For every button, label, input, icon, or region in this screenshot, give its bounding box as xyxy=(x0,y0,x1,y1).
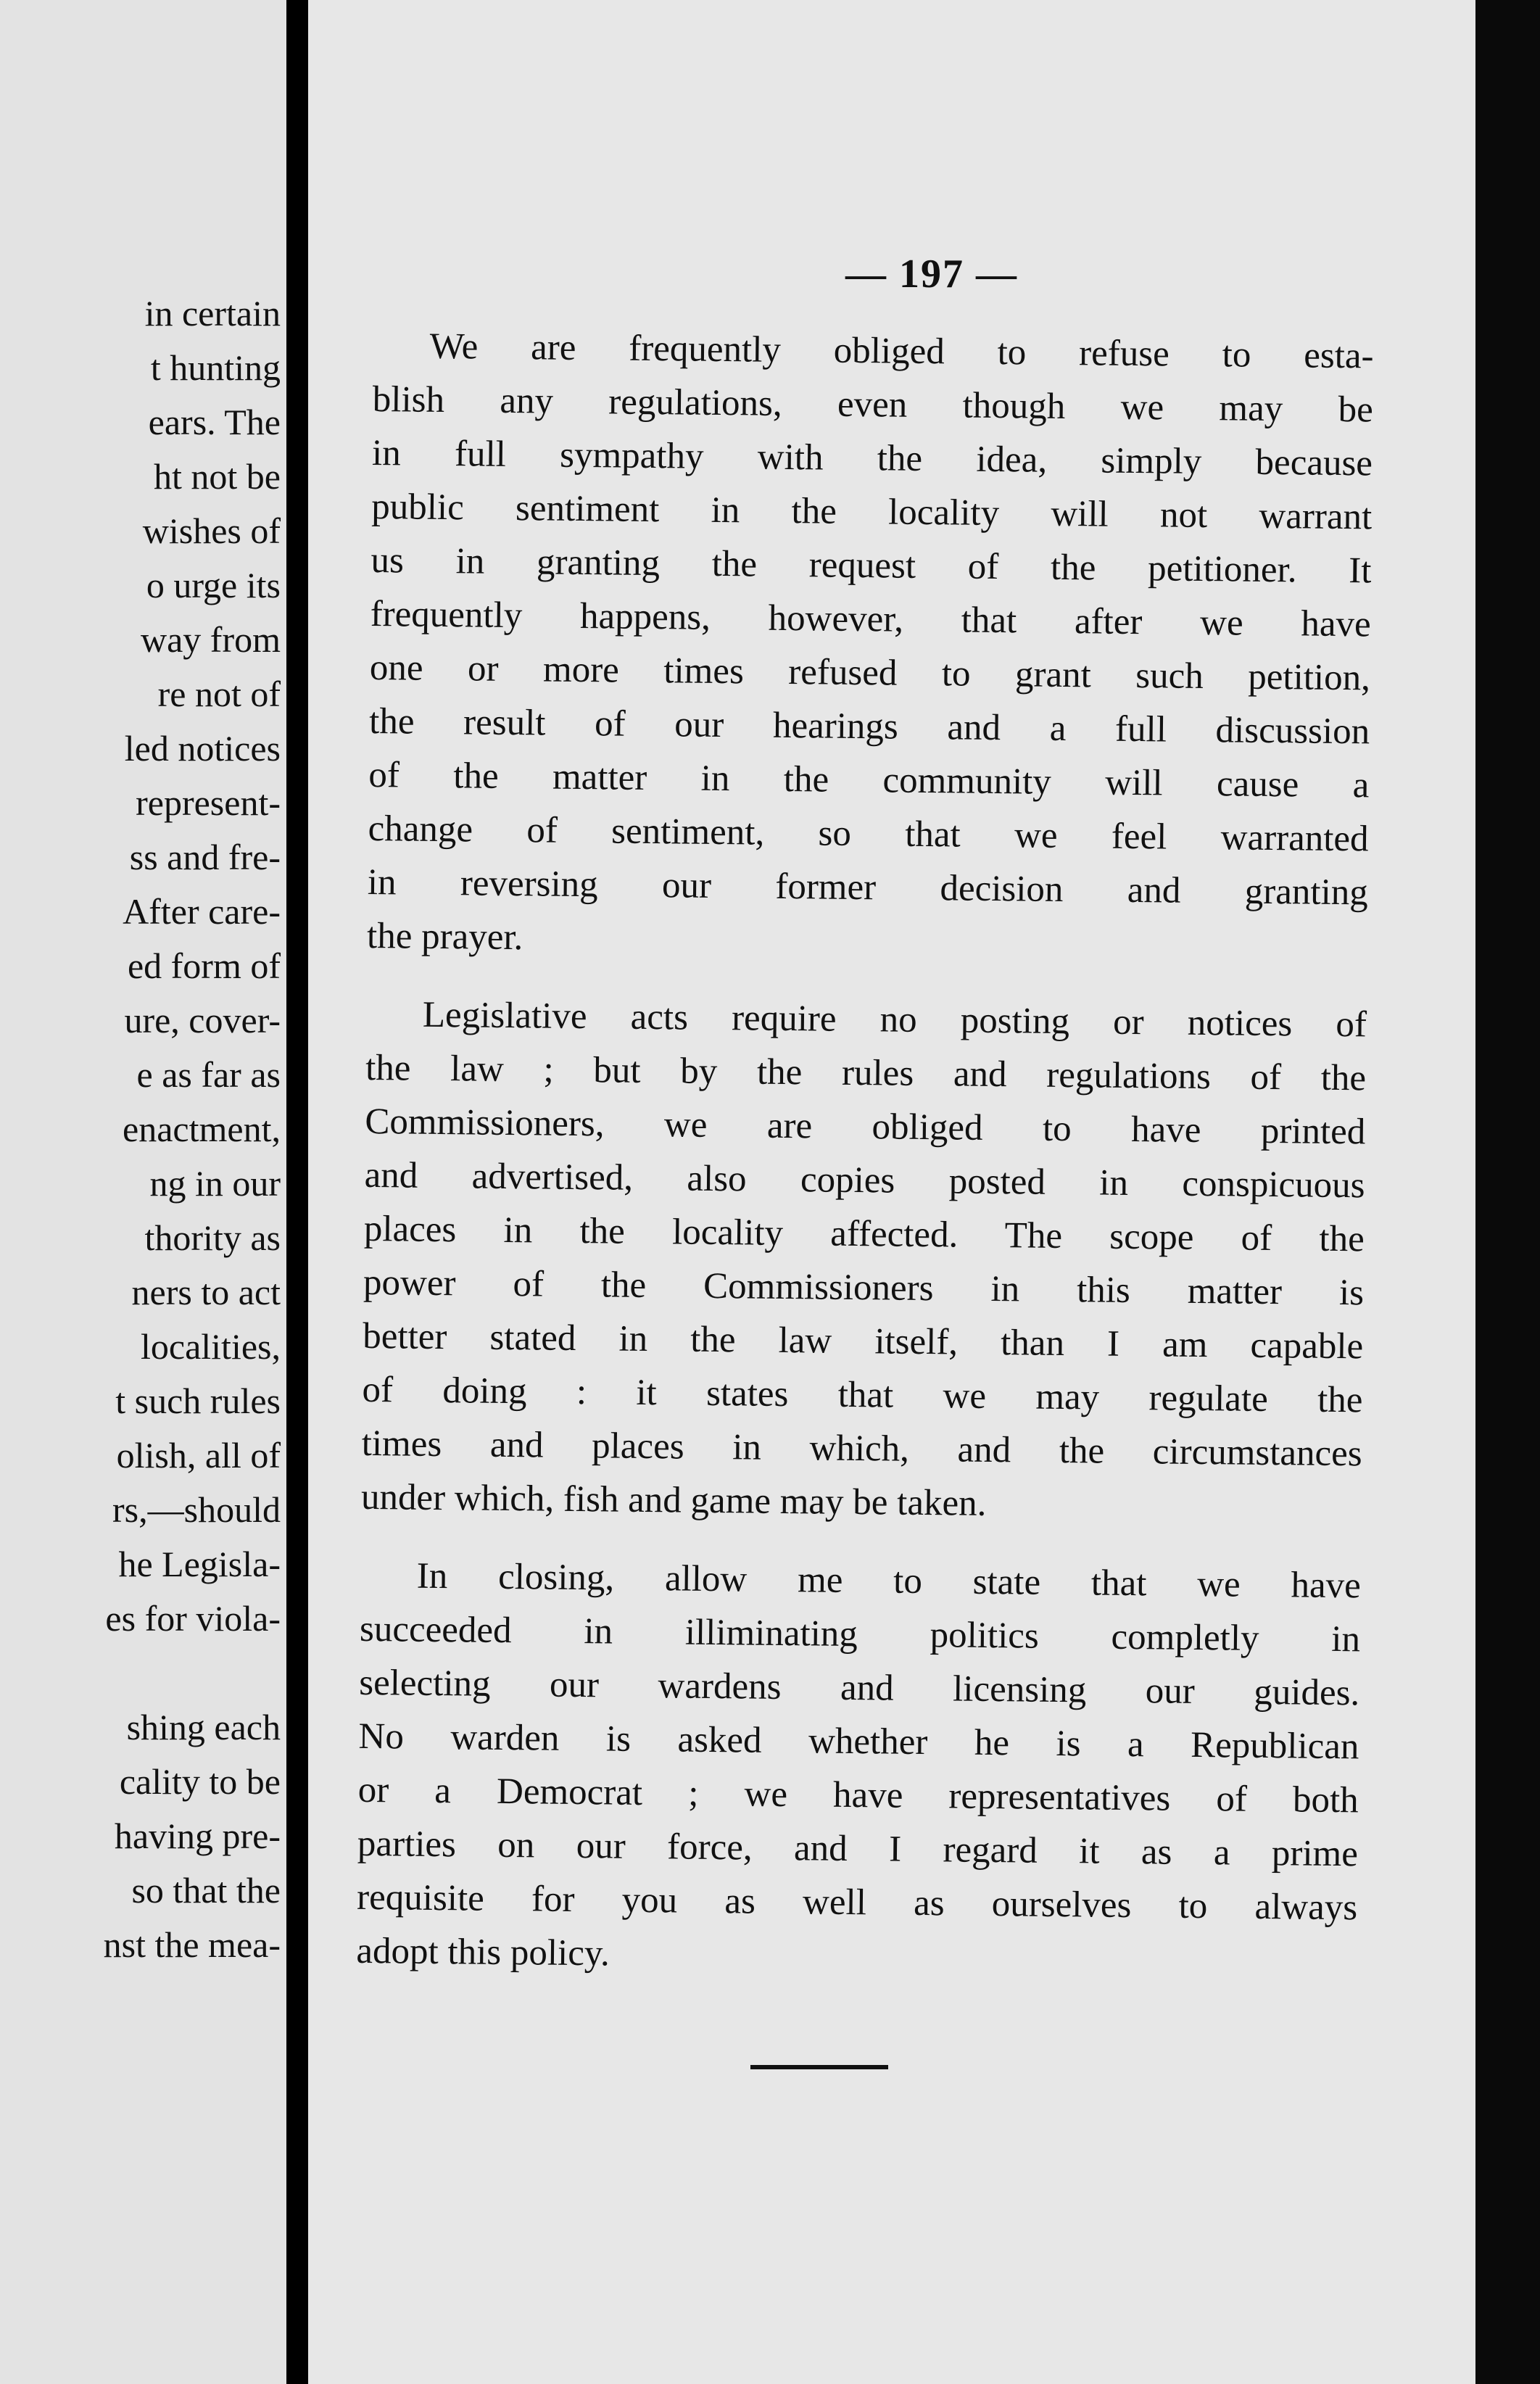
left-line: nst the mea- xyxy=(103,1924,281,1965)
paragraph xyxy=(356,1549,1361,1988)
left-line: After care- xyxy=(123,891,281,932)
text-line: No warden is asked whether he is a Republican xyxy=(358,1715,1359,1768)
left-line: localities, xyxy=(141,1326,281,1367)
left-line: in certain xyxy=(144,293,281,334)
text-line: and advertised, also copies posted in conspicuous xyxy=(364,1154,1365,1207)
text-line: power of the Commissioners in this matter is xyxy=(363,1262,1365,1314)
left-line: t such rules xyxy=(115,1381,281,1421)
right-page-text xyxy=(356,319,1374,2013)
text-line: parties on our force, and I regard it as a prime xyxy=(357,1823,1359,1875)
left-line: ners to act xyxy=(131,1272,281,1312)
text-line: of doing : it states that we may regulate the xyxy=(362,1369,1363,1421)
left-line: ed form of xyxy=(127,945,281,986)
left-line: t hunting xyxy=(150,347,281,388)
page-number: — 197 — xyxy=(845,252,1018,297)
left-line: re not of xyxy=(157,674,281,714)
left-line: ng in our xyxy=(149,1163,281,1204)
text-line: requisite for you as well as ourselves to always xyxy=(356,1876,1358,1929)
left-line: e as far as xyxy=(136,1054,281,1095)
text-line: selecting our wardens and licensing our guides. xyxy=(359,1662,1360,1714)
left-page xyxy=(0,0,286,2384)
text-line: the result of our hearings and a full discussion xyxy=(368,700,1370,753)
text-line: public sentiment in the locality will not warrant xyxy=(370,486,1373,538)
text-line: frequently happens, however, that after we have xyxy=(370,593,1371,645)
text-line: blish any regulations, even though we may be xyxy=(372,378,1374,431)
left-line-gap xyxy=(104,1646,281,1700)
left-line: represent- xyxy=(136,782,281,823)
text-line: in reversing our former decision and granting xyxy=(367,861,1369,914)
text-line: We are frequently obliged to refuse to esta- xyxy=(429,326,1374,377)
left-line: o urge its xyxy=(146,565,281,605)
left-line: rs,—should xyxy=(112,1489,281,1530)
text-line: Legislative acts require no posting or notices of xyxy=(422,994,1367,1046)
text-line: under which, fish and game may be taken. xyxy=(360,1476,987,1524)
left-line: ss and fre- xyxy=(129,837,281,877)
text-line: one or more times refused to grant such petition, xyxy=(369,647,1371,699)
text-line: of the matter in the community will cause a xyxy=(368,754,1370,806)
text-line: the prayer. xyxy=(366,915,523,959)
left-line: ht not be xyxy=(154,456,281,497)
left-line: olish, all of xyxy=(116,1435,281,1475)
text-line: Commissioners, we are obliged to have printed xyxy=(365,1101,1366,1153)
book-gutter xyxy=(286,0,308,2384)
text-line: adopt this policy. xyxy=(356,1930,610,1974)
text-line: better stated in the law itself, than I am capable xyxy=(363,1315,1364,1367)
left-line: cality to be xyxy=(119,1761,281,1802)
left-line: thority as xyxy=(144,1217,281,1258)
left-line: ure, cover- xyxy=(124,1000,281,1040)
paragraph xyxy=(367,319,1374,973)
scan-border xyxy=(1475,0,1540,2384)
left-line: wishes of xyxy=(142,510,281,551)
right-page xyxy=(308,0,1475,2384)
left-line: having pre- xyxy=(114,1816,281,1856)
paragraph xyxy=(361,988,1367,1534)
text-line: change of sentiment, so that we feel warranted xyxy=(368,808,1369,860)
left-line: shing each xyxy=(126,1707,281,1747)
text-line: in full sympathy with the idea, simply because xyxy=(371,432,1373,484)
left-line: way from xyxy=(141,619,281,660)
left-line: ears. The xyxy=(148,402,281,442)
left-line: so that the xyxy=(131,1870,281,1911)
left-line: es for viola- xyxy=(105,1598,281,1639)
text-line: In closing, allow me to state that we have xyxy=(416,1555,1362,1607)
text-line: succeeded in illiminating politics completly in xyxy=(359,1608,1361,1660)
text-line: us in granting the request of the petitioner. It xyxy=(370,539,1372,592)
left-line: he Legisla- xyxy=(118,1544,281,1584)
closing-rule xyxy=(750,2065,888,2069)
text-line: the law ; but by the rules and regulations of the xyxy=(365,1047,1367,1099)
text-line: or a Democrat ; we have representatives of both xyxy=(357,1769,1359,1821)
text-line: places in the locality affected. The scope of the xyxy=(363,1208,1365,1260)
left-line: led notices xyxy=(124,728,281,769)
left-line: enactment, xyxy=(123,1109,281,1149)
text-line: times and places in which, and the circumstances xyxy=(361,1423,1362,1475)
left-page-text xyxy=(104,286,281,1972)
